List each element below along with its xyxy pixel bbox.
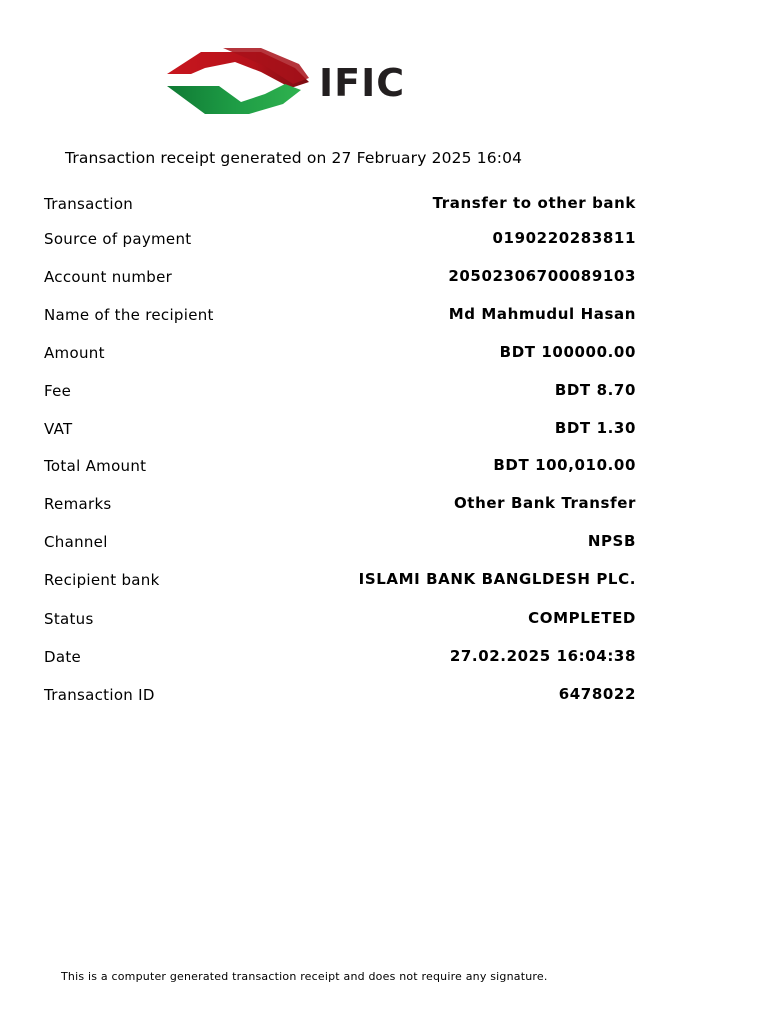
footer-disclaimer: This is a computer generated transaction receipt and does not require any signature. xyxy=(61,970,548,983)
detail-row-source-of-payment xyxy=(44,230,636,248)
receipt-heading: Transaction receipt generated on 27 February 2025 16:04 xyxy=(65,149,523,167)
detail-value: BDT 8.70 xyxy=(554,381,636,399)
detail-label: Fee xyxy=(44,382,72,400)
detail-row-date xyxy=(44,648,636,666)
detail-row-vat xyxy=(44,420,636,438)
detail-value: Transfer to other bank xyxy=(432,194,636,212)
detail-value: Md Mahmudul Hasan xyxy=(448,305,636,323)
detail-label: Source of payment xyxy=(44,230,192,248)
detail-label: Remarks xyxy=(44,495,112,513)
detail-value: NPSB xyxy=(587,532,636,550)
detail-value: 6478022 xyxy=(558,685,636,703)
detail-row-recipient-bank xyxy=(44,571,636,589)
detail-label: Amount xyxy=(44,344,105,362)
detail-value: Other Bank Transfer xyxy=(453,494,636,512)
detail-row-transaction-id xyxy=(44,686,636,704)
detail-row-fee xyxy=(44,382,636,400)
detail-row-account-number xyxy=(44,268,636,286)
detail-label: VAT xyxy=(44,420,73,438)
detail-label: Channel xyxy=(44,533,108,551)
detail-row-total-amount xyxy=(44,457,636,475)
detail-row-transaction xyxy=(44,195,636,213)
detail-row-status xyxy=(44,610,636,628)
detail-label: Status xyxy=(44,610,94,628)
detail-value: BDT 1.30 xyxy=(554,419,636,437)
detail-value: ISLAMI BANK BANGLDESH PLC. xyxy=(358,570,636,588)
detail-value: BDT 100,010.00 xyxy=(493,456,636,474)
detail-row-recipient-name xyxy=(44,306,636,324)
detail-value: BDT 100000.00 xyxy=(499,343,636,361)
detail-label: Account number xyxy=(44,268,173,286)
detail-value: 27.02.2025 16:04:38 xyxy=(449,647,636,665)
ific-wordmark: IFIC xyxy=(319,61,406,105)
detail-label: Total Amount xyxy=(44,457,147,475)
detail-row-channel xyxy=(44,533,636,551)
ific-logo-graphic xyxy=(165,44,435,116)
detail-label: Name of the recipient xyxy=(44,306,214,324)
detail-label: Transaction xyxy=(44,195,134,213)
detail-label: Date xyxy=(44,648,82,666)
detail-label: Transaction ID xyxy=(44,686,155,704)
ific-logo xyxy=(165,44,435,116)
detail-label: Recipient bank xyxy=(44,571,160,589)
detail-row-remarks xyxy=(44,495,636,513)
detail-row-amount xyxy=(44,344,636,362)
detail-value: COMPLETED xyxy=(528,609,636,627)
detail-value: 0190220283811 xyxy=(492,229,636,247)
detail-value: 20502306700089103 xyxy=(448,267,636,285)
